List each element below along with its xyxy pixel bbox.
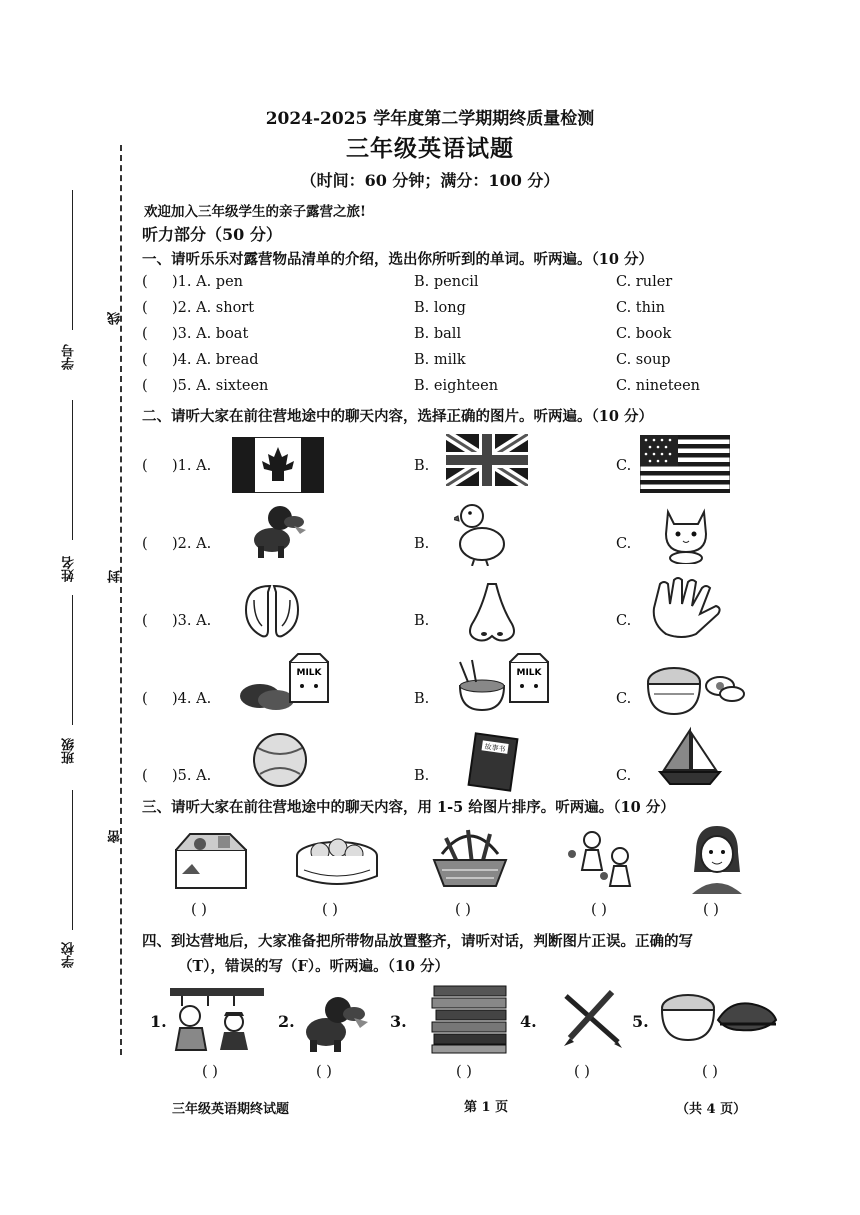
s2-q5-option-b: B.	[414, 768, 430, 784]
girl-portrait-icon	[684, 822, 750, 894]
usa-flag-icon	[640, 435, 730, 493]
uk-flag-icon	[446, 434, 528, 486]
write-line-name	[72, 400, 73, 540]
storybook-title: 故事书	[483, 742, 506, 754]
exam-title: 三年级英语试题	[346, 135, 514, 162]
intro-text: 欢迎加入三年级学生的亲子露营之旅!	[144, 204, 366, 220]
footer-exam-name: 三年级英语期终试题	[172, 1102, 290, 1117]
s2-q2-option-b: B.	[414, 536, 430, 552]
exam-time-score: （时间：60 分钟；满分：100 分）	[300, 171, 560, 190]
s1-q3-option-c: C. book	[616, 326, 672, 342]
s4-num-4: 4.	[520, 1012, 537, 1031]
s1-q3-option-b: B. ball	[414, 326, 462, 342]
s2-q3-option-b: B.	[414, 613, 430, 629]
s1-q1-option-b: B. pencil	[414, 274, 479, 290]
s4-answer-3[interactable]: ( )	[456, 1064, 472, 1080]
section4-title-line1: 四、到达营地后，大家准备把所带物品放置整齐，请听对话，判断图片正误。正确的写	[142, 933, 693, 950]
rice-and-egg-icon	[646, 660, 746, 718]
storybook-icon	[464, 732, 522, 792]
s4-answer-5[interactable]: ( )	[702, 1064, 718, 1080]
binding-label-class: 班级	[62, 738, 77, 764]
s4-num-2: 2.	[278, 1012, 295, 1031]
write-line-student-id	[72, 190, 73, 330]
pen-and-pencil-icon	[560, 986, 626, 1050]
listening-title: 听力部分（50 分）	[142, 225, 282, 244]
s1-q1-option-a: )1. A. pen	[172, 274, 243, 290]
s1-q2-answer-paren[interactable]: (	[142, 300, 148, 316]
s1-q2-option-c: C. thin	[616, 300, 665, 316]
s3-answer-2[interactable]: ( )	[322, 902, 338, 918]
write-line-school	[72, 790, 73, 930]
nose-icon	[464, 580, 520, 646]
s1-q5-option-c: C. nineteen	[616, 378, 701, 394]
s4-num-1: 1.	[150, 1012, 167, 1031]
s1-q3-answer-paren[interactable]: (	[142, 326, 148, 342]
binding-label-student-id: 学号	[62, 344, 77, 370]
canada-flag-icon	[232, 437, 324, 493]
write-line-class	[72, 595, 73, 725]
s1-q2-option-b: B. long	[414, 300, 466, 316]
binding-label-name: 姓名	[62, 556, 77, 582]
s2-q1-paren[interactable]: (	[142, 458, 148, 474]
s4-num-3: 3.	[390, 1012, 407, 1031]
s3-answer-5[interactable]: ( )	[703, 902, 719, 918]
s2-q1-number: )1. A.	[172, 458, 212, 474]
bread-and-milk-icon	[238, 652, 334, 712]
s2-q3-paren[interactable]: (	[142, 613, 148, 629]
dog-icon	[244, 500, 310, 560]
section3-title: 三、请听大家在前往营地途中的聊天内容，用 1-5 给图片排序。听两遍。（10 分）	[142, 799, 675, 816]
s2-q4-option-c: C.	[616, 691, 632, 707]
section2-title: 二、请听大家在前往营地途中的聊天内容，选择正确的图片。听两遍。（10 分）	[142, 408, 653, 425]
flower-girls-icon	[564, 826, 648, 890]
s2-q5-option-c: C.	[616, 768, 632, 784]
toy-box-icon	[170, 826, 254, 892]
s1-q4-answer-paren[interactable]: (	[142, 352, 148, 368]
s3-answer-1[interactable]: ( )	[191, 902, 207, 918]
binding-dashed-line	[120, 145, 122, 1055]
dog-icon-s4	[296, 990, 376, 1054]
s1-q1-answer-paren[interactable]: (	[142, 274, 148, 290]
binding-label-school: 学校	[62, 942, 77, 968]
s4-answer-2[interactable]: ( )	[316, 1064, 332, 1080]
binding-mark-xian: 线	[108, 312, 123, 325]
s2-q2-paren[interactable]: (	[142, 536, 148, 552]
section4-title-line2: （T），错误的写（F）。听两遍。（10 分）	[178, 958, 450, 975]
s1-q4-option-c: C. soup	[616, 352, 671, 368]
noodles-and-milk-icon	[456, 652, 552, 714]
exam-header-line1: 2024-2025 学年度第二学期期终质量检测	[265, 109, 595, 129]
s4-num-5: 5.	[632, 1012, 649, 1031]
milk-carton-label-a: MILK	[296, 668, 322, 678]
s2-q4-number: )4. A.	[172, 691, 212, 707]
milk-carton-label-b: MILK	[516, 668, 542, 678]
s3-answer-4[interactable]: ( )	[591, 902, 607, 918]
s1-q5-option-a: )5. A. sixteen	[172, 378, 269, 394]
s2-q2-number: )2. A.	[172, 536, 212, 552]
binding-mark-feng: 封	[108, 570, 123, 583]
stack-of-books-icon	[430, 982, 510, 1054]
s1-q4-option-a: )4. A. bread	[172, 352, 259, 368]
s4-answer-1[interactable]: ( )	[202, 1064, 218, 1080]
buns-steamer-icon	[294, 832, 380, 890]
s2-q2-option-c: C.	[616, 536, 632, 552]
footer-page-number: 第 1 页	[464, 1100, 509, 1115]
s4-answer-4[interactable]: ( )	[574, 1064, 590, 1080]
section1-title: 一、请听乐乐对露营物品清单的介绍，选出你所听到的单词。听两遍。（10 分）	[142, 251, 653, 268]
bus-passengers-icon	[168, 986, 266, 1052]
footer-total-pages: （共 4 页）	[676, 1102, 747, 1117]
s2-q4-paren[interactable]: (	[142, 691, 148, 707]
s2-q3-number: )3. A.	[172, 613, 212, 629]
s1-q2-option-a: )2. A. short	[172, 300, 255, 316]
cat-icon	[656, 504, 716, 564]
s1-q1-option-c: C. ruler	[616, 274, 673, 290]
hand-icon	[646, 574, 726, 640]
s1-q5-option-b: B. eighteen	[414, 378, 499, 394]
vegetable-basket-icon	[428, 824, 512, 890]
sailboat-icon	[656, 726, 724, 790]
s2-q1-option-b: B.	[414, 458, 430, 474]
s2-q3-option-c: C.	[616, 613, 632, 629]
rice-and-fish-icon	[660, 990, 780, 1044]
s2-q5-paren[interactable]: (	[142, 768, 148, 784]
binding-mark-mi: 密	[108, 830, 123, 843]
s2-q1-option-c: C.	[616, 458, 632, 474]
s1-q5-answer-paren[interactable]: (	[142, 378, 148, 394]
ball-icon	[250, 730, 314, 790]
s2-q5-number: )5. A.	[172, 768, 212, 784]
s1-q4-option-b: B. milk	[414, 352, 466, 368]
s2-q4-option-b: B.	[414, 691, 430, 707]
s3-answer-3[interactable]: ( )	[455, 902, 471, 918]
ears-icon	[240, 582, 304, 640]
s1-q3-option-a: )3. A. boat	[172, 326, 249, 342]
duck-icon	[454, 500, 508, 566]
